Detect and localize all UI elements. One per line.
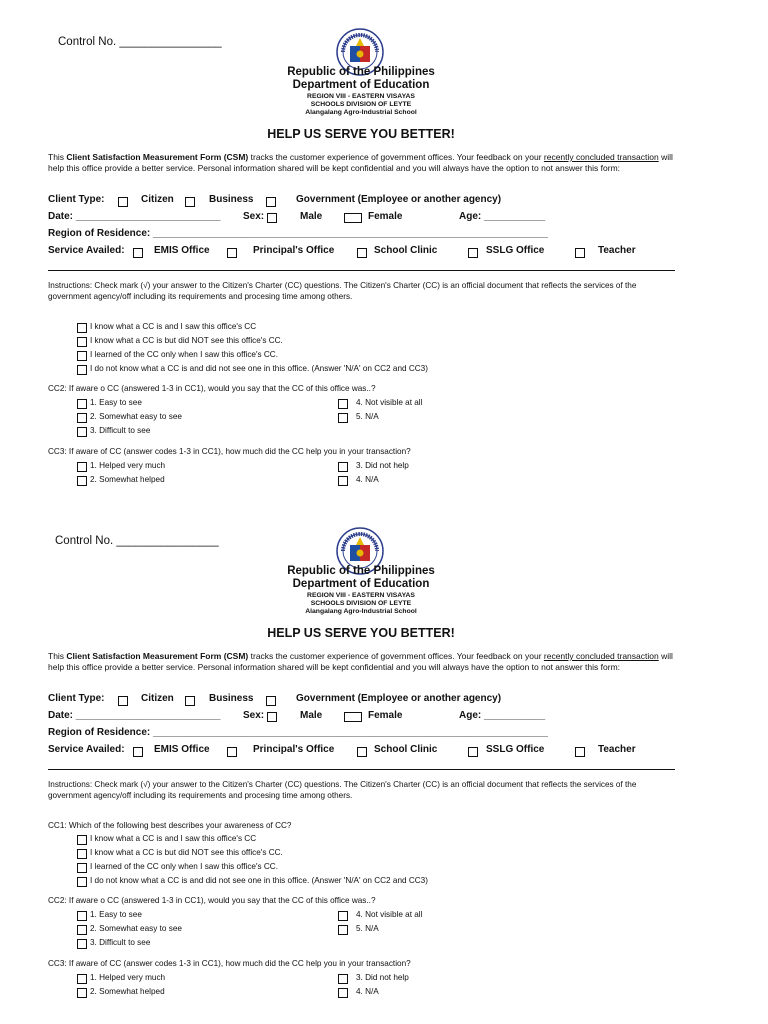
cc2-option-1-checkbox[interactable]: [77, 399, 87, 409]
cc2-option-4-label: 4. Not visible at all: [356, 398, 423, 407]
service-availed-label: Service Availed:: [48, 245, 125, 256]
section-divider: [48, 769, 675, 770]
cc2-option-2-checkbox[interactable]: [77, 925, 87, 935]
client-type-government-checkbox[interactable]: [266, 696, 276, 706]
cc3-option-1-checkbox[interactable]: [77, 974, 87, 984]
sex-female-checkbox[interactable]: [344, 712, 362, 722]
cc2-option-5-checkbox[interactable]: [338, 925, 348, 935]
cc1-option-4-label: I do not know what a CC is and did not see one in this office. (Answer 'N/A' on CC2 and CC3): [90, 876, 428, 885]
csm-title: Client Satisfaction Measurement Form (CSM): [66, 152, 249, 162]
client-type-government-checkbox[interactable]: [266, 197, 276, 207]
instructions-text: Instructions: Check mark (√) your answer to the Citizen's Charter (CC) questions. The Citizen's Charter (CC) is an official document that reflects the services of the government agency/off including its requirements and procesing time among others.: [48, 281, 637, 301]
sex-label: Sex:: [243, 211, 265, 222]
service-clinic-label: School Clinic: [374, 245, 438, 256]
service-clinic-checkbox[interactable]: [357, 747, 367, 757]
cc1-option-4-checkbox[interactable]: [77, 365, 87, 375]
service-sslg-checkbox[interactable]: [468, 747, 478, 757]
client-type-business-checkbox[interactable]: [185, 696, 195, 706]
region-of-residence-field[interactable]: Region of Residence: _______________________________________________________________________: [48, 228, 548, 239]
school-heading: Alangalang Agro-Industrial School: [305, 608, 417, 615]
service-teacher-checkbox[interactable]: [575, 747, 585, 757]
cc2-option-3-checkbox[interactable]: [77, 939, 87, 949]
service-emis-label: EMIS Office: [154, 245, 210, 256]
intro-paragraph: This Client Satisfaction Measurement Form (CSM) tracks the customer experience of government offices. Your feedback on your recently concluded transaction will help this office provide a better service. Personal information shared will be kept confidential and you will always have the option to not answer this form:: [48, 651, 673, 672]
sex-female-label: Female: [368, 211, 403, 222]
cc1-question: CC1: Which of the following best describes your awareness of CC?: [48, 821, 292, 830]
instructions-text: Instructions: Check mark (√) your answer to the Citizen's Charter (CC) questions. The Citizen's Charter (CC) is an official document that reflects the services of the government agency/off including its requirements and procesing time among others.: [48, 780, 637, 800]
cc3-option-4-label: 4. N/A: [356, 475, 379, 484]
cc2-option-5-label: 5. N/A: [356, 412, 379, 421]
cc1-option-1-checkbox[interactable]: [77, 323, 87, 333]
cc1-option-1-label: I know what a CC is and I saw this office's CC: [90, 322, 257, 331]
service-teacher-label: Teacher: [598, 744, 636, 755]
service-principal-label: Principal's Office: [253, 744, 335, 755]
cc3-option-2-checkbox[interactable]: [77, 476, 87, 486]
cc1-option-1-label: I know what a CC is and I saw this office's CC: [90, 834, 257, 843]
division-heading: SCHOOLS DIVISION OF LEYTE: [310, 101, 412, 108]
cc3-option-4-checkbox[interactable]: [338, 988, 348, 998]
sex-label: Sex:: [243, 710, 265, 721]
cc1-option-4-label: I do not know what a CC is and did not see one in this office. (Answer 'N/A' on CC2 and CC3): [90, 364, 428, 373]
service-sslg-label: SSLG Office: [486, 744, 545, 755]
cc2-option-1-label: 1. Easy to see: [90, 910, 142, 919]
service-clinic-checkbox[interactable]: [357, 248, 367, 258]
service-emis-checkbox[interactable]: [133, 248, 143, 258]
cc1-option-3-label: I learned of the CC only when I saw this office's CC.: [90, 862, 278, 871]
cc3-option-3-checkbox[interactable]: [338, 974, 348, 984]
cc1-option-3-checkbox[interactable]: [77, 863, 87, 873]
cc3-option-2-label: 2. Somewhat helped: [90, 475, 165, 484]
service-sslg-checkbox[interactable]: [468, 248, 478, 258]
school-heading: Alangalang Agro-Industrial School: [305, 109, 417, 116]
cc2-option-4-label: 4. Not visible at all: [356, 910, 423, 919]
section-divider: [48, 270, 675, 271]
control-number: Control No. ________________: [55, 535, 219, 547]
service-emis-checkbox[interactable]: [133, 747, 143, 757]
client-type-citizen-checkbox[interactable]: [118, 197, 128, 207]
cc2-option-1-checkbox[interactable]: [77, 911, 87, 921]
cc3-option-3-checkbox[interactable]: [338, 462, 348, 472]
cc3-option-4-label: 4. N/A: [356, 987, 379, 996]
cc3-option-1-checkbox[interactable]: [77, 462, 87, 472]
service-principal-checkbox[interactable]: [227, 248, 237, 258]
cc1-option-2-label: I know what a CC is but did NOT see this office's CC.: [90, 336, 283, 345]
cc2-option-5-checkbox[interactable]: [338, 413, 348, 423]
region-of-residence-field[interactable]: Region of Residence: _______________________________________________________________________: [48, 727, 548, 738]
sex-male-label: Male: [300, 211, 323, 222]
cc2-option-2-label: 2. Somewhat easy to see: [90, 412, 182, 421]
cc3-option-3-label: 3. Did not help: [356, 461, 409, 470]
service-principal-label: Principal's Office: [253, 245, 335, 256]
cc1-option-1-checkbox[interactable]: [77, 835, 87, 845]
department-heading: Department of Education: [292, 578, 430, 590]
client-type-business-label: Business: [209, 194, 254, 205]
client-type-citizen-label: Citizen: [141, 194, 174, 205]
client-type-business-checkbox[interactable]: [185, 197, 195, 207]
service-principal-checkbox[interactable]: [227, 747, 237, 757]
sex-male-checkbox[interactable]: [267, 712, 277, 722]
client-type-label: Client Type:: [48, 693, 105, 704]
cc3-option-3-label: 3. Did not help: [356, 973, 409, 982]
csm-title: Client Satisfaction Measurement Form (CSM): [66, 651, 249, 661]
client-type-citizen-checkbox[interactable]: [118, 696, 128, 706]
cc1-option-2-checkbox[interactable]: [77, 337, 87, 347]
age-field[interactable]: Age: ___________: [459, 710, 546, 721]
cc2-option-3-label: 3. Difficult to see: [90, 938, 151, 947]
csm-form: [0, 0, 768, 500]
client-type-government-label: Government (Employee or another agency): [296, 194, 502, 205]
cc2-option-2-checkbox[interactable]: [77, 413, 87, 423]
cc3-option-4-checkbox[interactable]: [338, 476, 348, 486]
sex-female-label: Female: [368, 710, 403, 721]
headline: HELP US SERVE YOU BETTER!: [267, 626, 455, 640]
cc3-option-2-checkbox[interactable]: [77, 988, 87, 998]
cc2-option-5-label: 5. N/A: [356, 924, 379, 933]
cc2-option-3-checkbox[interactable]: [77, 427, 87, 437]
cc3-option-2-label: 2. Somewhat helped: [90, 987, 165, 996]
age-field[interactable]: Age: ___________: [459, 211, 546, 222]
client-type-government-label: Government (Employee or another agency): [296, 693, 502, 704]
service-sslg-label: SSLG Office: [486, 245, 545, 256]
control-number: Control No. ________________: [58, 36, 222, 48]
cc2-option-1-label: 1. Easy to see: [90, 398, 142, 407]
cc2-question: CC2: If aware o CC (answered 1-3 in CC1), would you say that the CC of this office was..?: [48, 384, 376, 393]
cc3-option-1-label: 1. Helped very much: [90, 973, 166, 982]
client-type-label: Client Type:: [48, 194, 105, 205]
region-heading: REGION VIII - EASTERN VISAYAS: [307, 93, 415, 100]
recent-transaction-text: recently concluded transaction: [543, 152, 659, 162]
service-clinic-label: School Clinic: [374, 744, 438, 755]
cc2-option-4-checkbox[interactable]: [338, 911, 348, 921]
cc2-option-2-label: 2. Somewhat easy to see: [90, 924, 182, 933]
sex-male-checkbox[interactable]: [267, 213, 277, 223]
cc3-question: CC3: If aware of CC (answer codes 1-3 in CC1), how much did the CC help you in your transaction?: [48, 959, 411, 968]
service-teacher-checkbox[interactable]: [575, 248, 585, 258]
republic-heading: Republic of the Philippines: [287, 66, 435, 78]
cc1-option-2-checkbox[interactable]: [77, 849, 87, 859]
cc1-option-3-checkbox[interactable]: [77, 351, 87, 361]
cc3-question: CC3: If aware of CC (answer codes 1-3 in CC1), how much did the CC help you in your transaction?: [48, 447, 411, 456]
service-emis-label: EMIS Office: [154, 744, 210, 755]
sex-male-label: Male: [300, 710, 323, 721]
date-field[interactable]: Date: __________________________: [48, 211, 221, 222]
client-type-citizen-label: Citizen: [141, 693, 174, 704]
cc1-option-4-checkbox[interactable]: [77, 877, 87, 887]
service-availed-label: Service Availed:: [48, 744, 125, 755]
cc2-option-3-label: 3. Difficult to see: [90, 426, 151, 435]
date-field[interactable]: Date: __________________________: [48, 710, 221, 721]
republic-heading: Republic of the Philippines: [287, 565, 435, 577]
department-heading: Department of Education: [292, 79, 430, 91]
intro-paragraph: This Client Satisfaction Measurement Form (CSM) tracks the customer experience of government offices. Your feedback on your recently concluded transaction will help this office provide a better service. Personal information shared will be kept confidential and you will always have the option to not answer this form:: [48, 152, 673, 173]
service-teacher-label: Teacher: [598, 245, 636, 256]
cc2-option-4-checkbox[interactable]: [338, 399, 348, 409]
client-type-business-label: Business: [209, 693, 254, 704]
cc3-option-1-label: 1. Helped very much: [90, 461, 166, 470]
csm-form: [0, 499, 768, 999]
headline: HELP US SERVE YOU BETTER!: [267, 127, 455, 141]
sex-female-checkbox[interactable]: [344, 213, 362, 223]
region-heading: REGION VIII - EASTERN VISAYAS: [307, 592, 415, 599]
division-heading: SCHOOLS DIVISION OF LEYTE: [310, 600, 412, 607]
cc1-option-3-label: I learned of the CC only when I saw this office's CC.: [90, 350, 278, 359]
cc2-question: CC2: If aware o CC (answered 1-3 in CC1), would you say that the CC of this office was..?: [48, 896, 376, 905]
recent-transaction-text: recently concluded transaction: [543, 651, 659, 661]
cc1-option-2-label: I know what a CC is but did NOT see this office's CC.: [90, 848, 283, 857]
